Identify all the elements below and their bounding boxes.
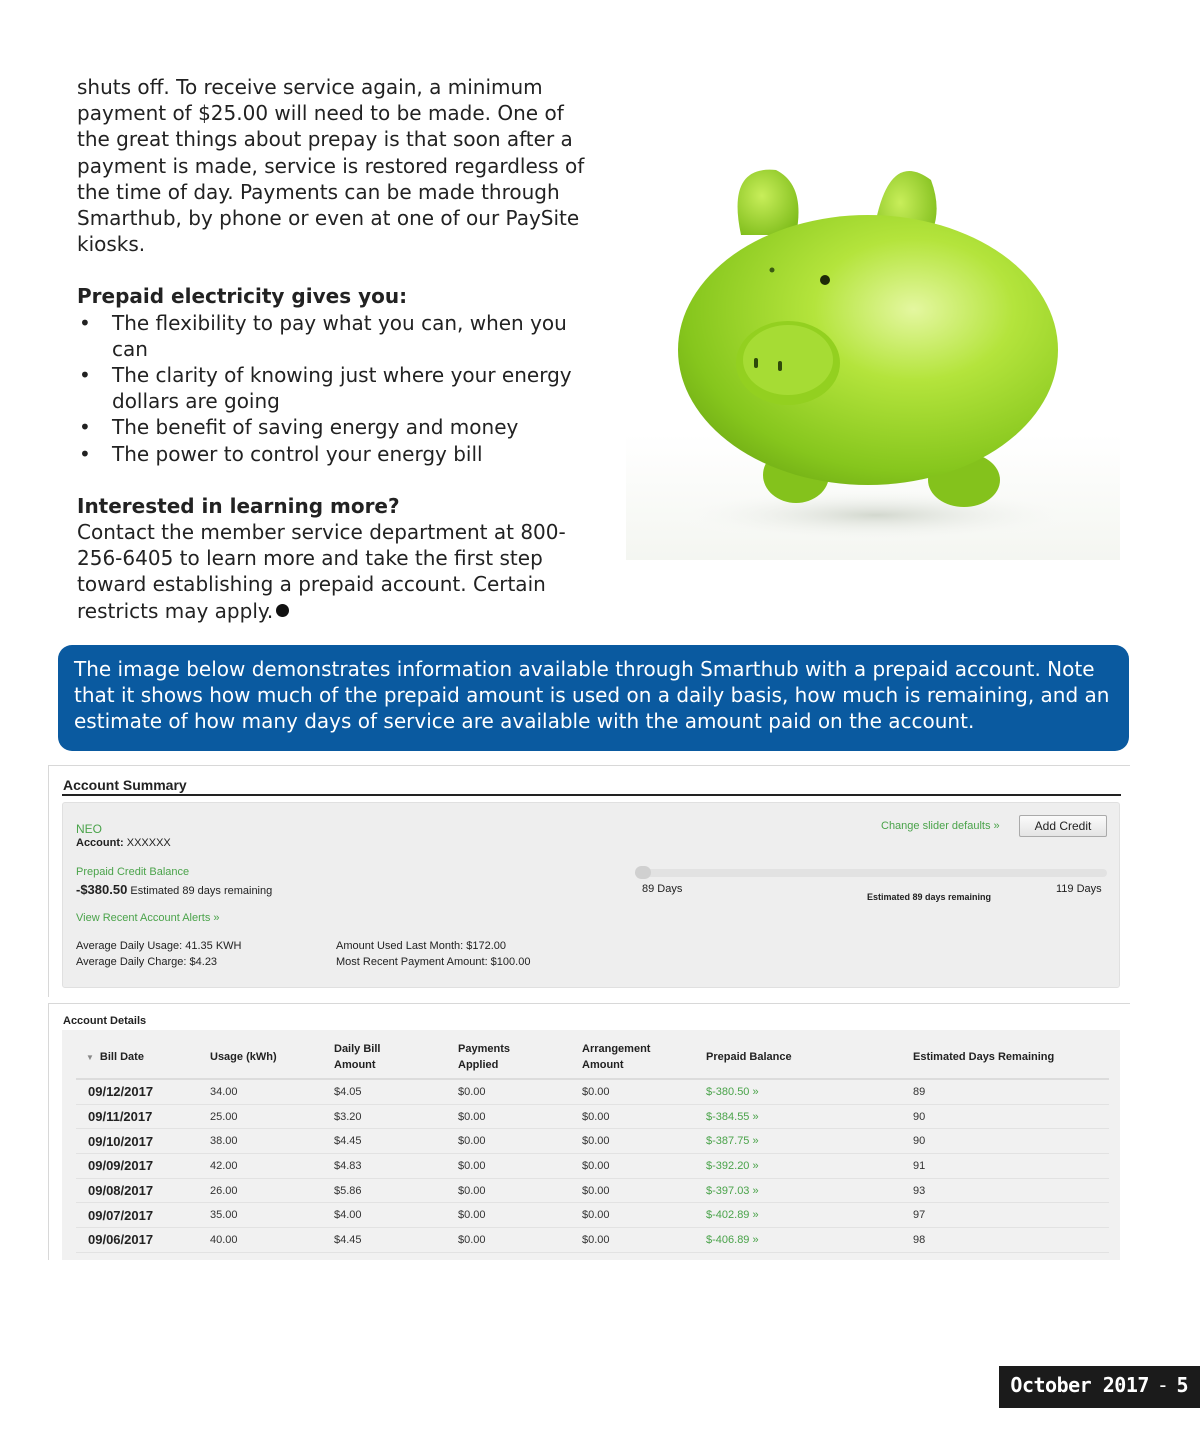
payments-cell: $0.00	[448, 1129, 572, 1154]
account-name: NEO	[76, 822, 103, 836]
usage-cell: 35.00	[200, 1203, 324, 1228]
daily-bill-cell: $4.00	[324, 1203, 448, 1228]
table-row	[76, 1079, 1109, 1104]
prepaid-balance-link[interactable]: $-397.03 »	[696, 1178, 903, 1203]
table-row	[76, 1228, 1109, 1253]
issue-date: October 2017	[1010, 1373, 1149, 1397]
daily-bill-cell: $5.86	[324, 1178, 448, 1203]
bill-date-cell: 09/12/2017	[76, 1079, 200, 1104]
piggy-bank-icon	[626, 140, 1120, 560]
table-row	[76, 1203, 1109, 1228]
bill-date-header[interactable]	[76, 1036, 200, 1079]
bill-date-header-label: Bill Date	[99, 1050, 144, 1063]
learn-more-heading: Interested in learning more?	[77, 493, 400, 518]
page-number: 5	[1176, 1373, 1188, 1397]
daily-bill-cell: $4.45	[324, 1228, 448, 1253]
account-summary-body	[62, 802, 1120, 988]
balance-value: -$380.50	[76, 882, 128, 897]
estimated-days-header[interactable]: Estimated Days Remaining	[903, 1036, 1109, 1079]
days-remaining-cell: 97	[903, 1203, 1109, 1228]
payments-cell: $0.00	[448, 1178, 572, 1203]
table-row	[76, 1129, 1109, 1154]
article-intro: shuts off. To receive service again, a minimum payment of $25.00 will need to be made. One of the great things about prepay is that soon after a payment is made, service is restored regardless of the time of day. Payments can be made through Smarthub, by phone or even at one of our PaySite kiosks.	[77, 75, 585, 257]
prepaid-balance-link[interactable]: $-384.55 »	[696, 1104, 903, 1129]
slider-caption: Estimated 89 days remaining	[867, 892, 992, 902]
arrangement-header-line1: Arrangement	[582, 1043, 651, 1055]
daily-bill-cell: $4.45	[324, 1129, 448, 1154]
payments-cell: $0.00	[448, 1104, 572, 1129]
average-daily-usage: Average Daily Usage: 41.35 KWH	[76, 940, 242, 952]
learn-more-body	[77, 519, 597, 624]
bill-date-cell: 09/10/2017	[76, 1129, 200, 1154]
prepaid-balance-link[interactable]: $-392.20 »	[696, 1154, 903, 1179]
days-remaining-cell: 91	[903, 1154, 1109, 1179]
payments-cell: $0.00	[448, 1154, 572, 1179]
balance-label: Prepaid Credit Balance	[76, 866, 190, 878]
daily-bill-cell: $4.05	[324, 1079, 448, 1104]
days-remaining-cell: 90	[903, 1104, 1109, 1129]
arrangement-cell: $0.00	[572, 1079, 696, 1104]
account-details-table	[76, 1036, 1109, 1253]
benefit-item: • The benefit of saving energy and money	[77, 414, 597, 440]
arrangement-cell: $0.00	[572, 1178, 696, 1203]
usage-cell: 40.00	[200, 1228, 324, 1253]
payments-header[interactable]	[448, 1036, 572, 1079]
account-value: XXXXXX	[126, 837, 171, 849]
account-details-table-wrap	[62, 1030, 1120, 1260]
daily-bill-header-line2: Amount	[334, 1059, 376, 1071]
table-row	[76, 1178, 1109, 1203]
bill-date-cell: 09/11/2017	[76, 1104, 200, 1129]
bill-date-cell: 09/06/2017	[76, 1228, 200, 1253]
payments-cell: $0.00	[448, 1228, 572, 1253]
account-details-title: Account Details	[63, 1015, 147, 1027]
balance-line	[76, 882, 272, 897]
table-row	[76, 1104, 1109, 1129]
days-remaining-cell: 93	[903, 1178, 1109, 1203]
view-alerts-link[interactable]: View Recent Account Alerts »	[76, 912, 220, 924]
change-slider-defaults-link[interactable]: Change slider defaults »	[881, 820, 1000, 832]
footer-separator: -	[1156, 1373, 1169, 1397]
piggy-bank-image	[626, 140, 1120, 560]
account-number	[76, 837, 171, 849]
table-row	[76, 1154, 1109, 1179]
prepaid-balance-header[interactable]: Prepaid Balance	[696, 1036, 903, 1079]
end-mark-icon	[276, 604, 289, 617]
usage-cell: 26.00	[200, 1178, 324, 1203]
bill-date-cell: 09/07/2017	[76, 1203, 200, 1228]
arrangement-cell: $0.00	[572, 1228, 696, 1253]
prepaid-balance-link[interactable]: $-402.89 »	[696, 1203, 903, 1228]
account-summary-panel	[48, 765, 1130, 997]
payments-header-line2: Applied	[458, 1059, 499, 1071]
benefit-item: • The power to control your energy bill	[77, 441, 597, 467]
amount-used-last-month: Amount Used Last Month: $172.00	[336, 940, 506, 952]
page-footer	[999, 1366, 1200, 1408]
usage-header[interactable]: Usage (kWh)	[200, 1036, 324, 1079]
daily-bill-header-line1: Daily Bill	[334, 1043, 381, 1055]
title-divider	[62, 794, 1121, 796]
days-remaining-cell: 98	[903, 1228, 1109, 1253]
days-remaining-cell: 89	[903, 1079, 1109, 1104]
bill-date-cell: 09/09/2017	[76, 1154, 200, 1179]
sort-down-icon: ▼	[86, 1052, 94, 1062]
average-daily-charge: Average Daily Charge: $4.23	[76, 956, 218, 968]
days-remaining-cell: 90	[903, 1129, 1109, 1154]
prepaid-balance-link[interactable]: $-380.50 »	[696, 1079, 903, 1104]
balance-note: Estimated 89 days remaining	[130, 885, 273, 897]
usage-cell: 34.00	[200, 1079, 324, 1104]
benefits-heading: Prepaid electricity gives you:	[77, 284, 408, 309]
benefit-item: • The clarity of knowing just where your energy dollars are going	[77, 362, 597, 414]
account-summary-title: Account Summary	[63, 777, 187, 793]
arrangement-cell: $0.00	[572, 1104, 696, 1129]
account-details-panel	[48, 1003, 1130, 1260]
prepaid-balance-link[interactable]: $-387.75 »	[696, 1129, 903, 1154]
table-header-row	[76, 1036, 1109, 1079]
daily-bill-cell: $3.20	[324, 1104, 448, 1129]
days-slider-track[interactable]	[635, 869, 1107, 877]
recent-payment-amount: Most Recent Payment Amount: $100.00	[336, 956, 531, 968]
usage-cell: 42.00	[200, 1154, 324, 1179]
arrangement-header[interactable]	[572, 1036, 696, 1079]
benefit-item: • The flexibility to pay what you can, when you can	[77, 310, 597, 362]
payments-header-line1: Payments	[458, 1043, 510, 1055]
arrangement-cell: $0.00	[572, 1203, 696, 1228]
usage-cell: 38.00	[200, 1129, 324, 1154]
add-credit-button[interactable]: Add Credit	[1019, 815, 1107, 837]
slider-min-label: 89 Days	[642, 883, 683, 895]
payments-cell: $0.00	[448, 1079, 572, 1104]
daily-bill-header[interactable]	[324, 1036, 448, 1079]
info-callout: The image below demonstrates information available through Smarthub with a prepaid account. Note that it shows how much of the prepaid amount is used on a daily basis, how much is remaining, and an estimate of how many days of service are available with the amount paid on the account.	[58, 645, 1129, 751]
arrangement-cell: $0.00	[572, 1129, 696, 1154]
slider-max-label: 119 Days	[1056, 883, 1102, 895]
days-slider-handle[interactable]	[635, 866, 651, 879]
payments-cell: $0.00	[448, 1203, 572, 1228]
benefits-list	[77, 310, 597, 467]
bill-date-cell: 09/08/2017	[76, 1178, 200, 1203]
arrangement-cell: $0.00	[572, 1154, 696, 1179]
article-text	[77, 74, 597, 624]
usage-cell: 25.00	[200, 1104, 324, 1129]
learn-more-text: Contact the member service department at 800-256-6405 to learn more and take the first step toward establishing a prepaid account. Certain restricts may apply.	[77, 520, 566, 623]
account-label: Account:	[76, 837, 124, 849]
daily-bill-cell: $4.83	[324, 1154, 448, 1179]
arrangement-header-line2: Amount	[582, 1059, 624, 1071]
prepaid-balance-link[interactable]: $-406.89 »	[696, 1228, 903, 1253]
